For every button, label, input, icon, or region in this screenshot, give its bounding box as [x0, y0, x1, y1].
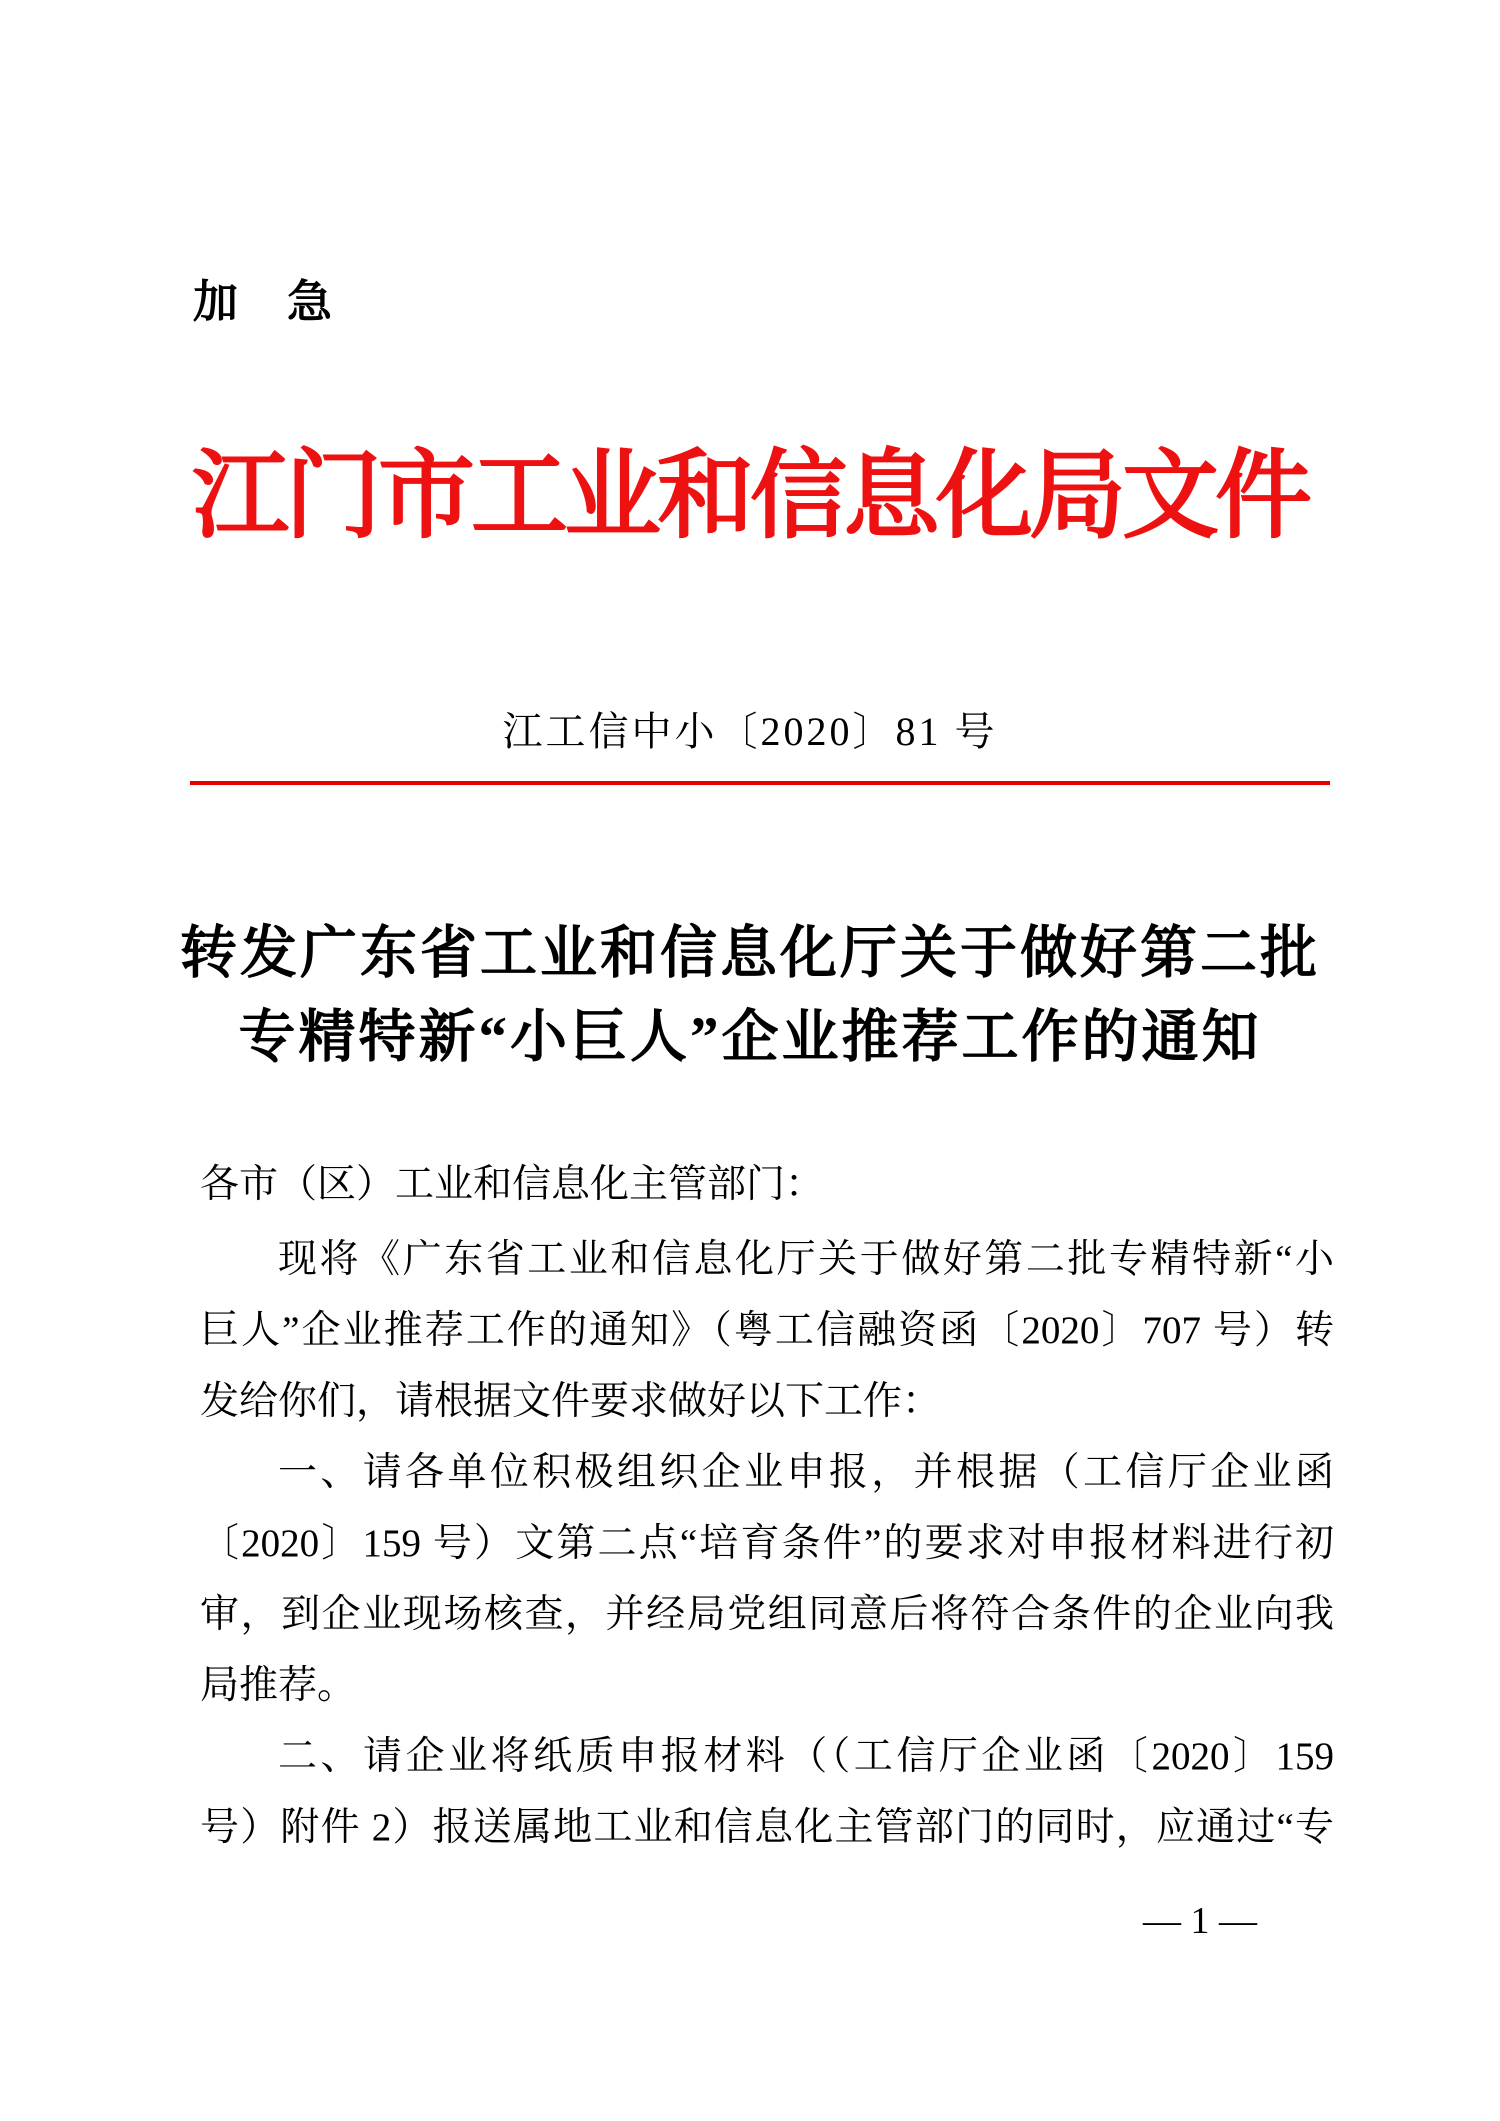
- body-line: 〔2020〕159 号）文第二点“培育条件”的要求对申报材料进行初: [200, 1522, 1334, 1565]
- urgency-label: 加 急: [193, 276, 335, 327]
- page-number: — 1 —: [1143, 1900, 1257, 1942]
- red-separator-line: [190, 781, 1330, 785]
- body-line: 号）附件 2）报送属地工业和信息化主管部门的同时，应通过“专: [200, 1806, 1334, 1849]
- body-line: 二、请企业将纸质申报材料（（工信厅企业函〔2020〕159: [278, 1735, 1334, 1778]
- body-line: 一、请各单位积极组织企业申报，并根据（工信厅企业函: [278, 1451, 1334, 1494]
- document-body: [200, 1224, 1334, 1863]
- salutation: 各市（区）工业和信息化主管部门：: [200, 1163, 825, 1206]
- body-line: 局推荐。: [200, 1664, 357, 1707]
- body-line: 现将《广东省工业和信息化厅关于做好第二批专精特新“小: [278, 1238, 1334, 1281]
- document-title: [0, 912, 1500, 1080]
- document-title-line1: 转发广东省工业和信息化厅关于做好第二批: [180, 922, 1320, 985]
- body-line: 巨人”企业推荐工作的通知》（粤工信融资函〔2020〕707 号）转: [200, 1309, 1334, 1352]
- body-line: 发给你们，请根据文件要求做好以下工作：: [200, 1380, 942, 1423]
- document-title-line2: 专精特新“小巨人”企业推荐工作的通知: [238, 1006, 1262, 1069]
- document-number: 江工信中小〔2020〕81 号: [502, 709, 998, 754]
- agency-title: 江门市工业和信息化局文件: [192, 443, 1308, 550]
- body-line: 审，到企业现场核查，并经局党组同意后将符合条件的企业向我: [200, 1593, 1334, 1636]
